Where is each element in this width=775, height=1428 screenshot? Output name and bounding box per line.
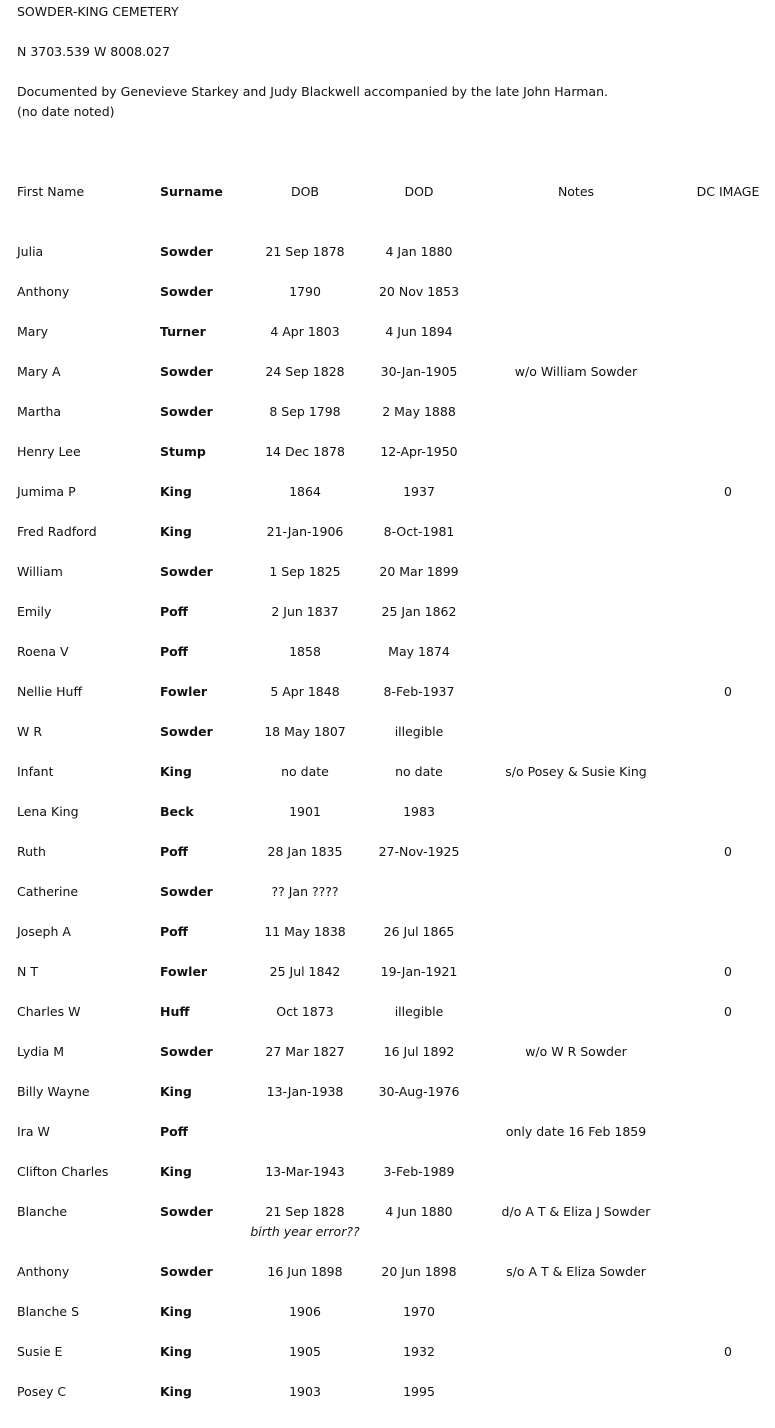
cell-first-name: Ira W <box>17 1124 50 1139</box>
cell-dob: 1901 <box>289 804 321 819</box>
cell-surname: King <box>160 1304 192 1319</box>
cell-surname: King <box>160 1164 192 1179</box>
cell-surname: Sowder <box>160 884 213 899</box>
cell-dod: 30-Aug-1976 <box>378 1084 460 1099</box>
cell-dod: 1970 <box>403 1304 435 1319</box>
cell-first-name: Mary <box>17 324 48 339</box>
cell-notes: w/o William Sowder <box>514 364 638 379</box>
cell-dob: 21 Sep 1878 <box>265 244 345 259</box>
cell-dod: 4 Jun 1894 <box>385 324 453 339</box>
cell-dod: 8-Oct-1981 <box>383 524 455 539</box>
cell-dob: 16 Jun 1898 <box>267 1264 343 1279</box>
cell-surname: King <box>160 764 192 779</box>
cell-surname: Poff <box>160 844 188 859</box>
cell-dob: 4 Apr 1803 <box>270 324 340 339</box>
cell-dod: 4 Jan 1880 <box>385 244 453 259</box>
cell-dc-image: 0 <box>724 684 732 699</box>
cell-first-name: Lena King <box>17 804 79 819</box>
cell-first-name: Julia <box>17 244 44 259</box>
cell-surname: Beck <box>160 804 194 819</box>
cell-dod: 1932 <box>403 1344 435 1359</box>
cell-notes: d/o A T & Eliza J Sowder <box>501 1204 651 1219</box>
cell-first-name: Infant <box>17 764 54 779</box>
header-notes: Notes <box>557 184 595 199</box>
cell-dod: 4 Jun 1880 <box>385 1204 453 1219</box>
cell-surname: Sowder <box>160 724 213 739</box>
gps-coordinates: N 3703.539 W 8008.027 <box>17 44 170 59</box>
cell-surname: Fowler <box>160 684 208 699</box>
cell-first-name: Emily <box>17 604 52 619</box>
cell-surname: Poff <box>160 1124 188 1139</box>
cell-dod: 16 Jul 1892 <box>383 1044 455 1059</box>
cell-dob: 11 May 1838 <box>264 924 346 939</box>
cell-dob: 13-Jan-1938 <box>266 1084 344 1099</box>
cell-dod: 1983 <box>403 804 435 819</box>
cell-first-name: Jumima P <box>17 484 76 499</box>
cell-dob: 25 Jul 1842 <box>269 964 341 979</box>
cell-dod: illegible <box>394 724 444 739</box>
cell-notes: only date 16 Feb 1859 <box>505 1124 647 1139</box>
cell-surname: King <box>160 1084 192 1099</box>
cell-dod: 27-Nov-1925 <box>378 844 460 859</box>
cell-surname: King <box>160 1344 192 1359</box>
cell-first-name: Lydia M <box>17 1044 65 1059</box>
cell-first-name: Roena V <box>17 644 69 659</box>
cell-surname: Sowder <box>160 564 213 579</box>
cell-dob-note: birth year error?? <box>250 1224 360 1239</box>
cell-first-name: William <box>17 564 63 579</box>
cell-first-name: Posey C <box>17 1384 67 1399</box>
cell-surname: Sowder <box>160 1264 213 1279</box>
cell-surname: Poff <box>160 924 188 939</box>
cell-surname: Sowder <box>160 1044 213 1059</box>
cell-surname: Huff <box>160 1004 190 1019</box>
header-surname: Surname <box>160 184 223 199</box>
cell-dc-image: 0 <box>724 964 732 979</box>
cell-dob: 5 Apr 1848 <box>270 684 340 699</box>
cell-surname: Stump <box>160 444 206 459</box>
cell-first-name: Martha <box>17 404 62 419</box>
cell-surname: Poff <box>160 644 188 659</box>
cell-dob: 24 Sep 1828 <box>265 364 345 379</box>
cell-dob: 1906 <box>289 1304 321 1319</box>
cell-first-name: Anthony <box>17 284 70 299</box>
cell-surname: King <box>160 484 192 499</box>
cell-first-name: Blanche S <box>17 1304 80 1319</box>
cell-notes: w/o W R Sowder <box>525 1044 627 1059</box>
cell-surname: Sowder <box>160 404 213 419</box>
header-first-name: First Name <box>17 184 85 199</box>
cell-dc-image: 0 <box>724 844 732 859</box>
cell-dod: no date <box>395 764 443 779</box>
cell-surname: Poff <box>160 604 188 619</box>
cell-dod: 30-Jan-1905 <box>380 364 458 379</box>
cell-dob: 8 Sep 1798 <box>269 404 341 419</box>
header-dc-image: DC IMAGE <box>696 184 760 199</box>
cell-first-name: Charles W <box>17 1004 81 1019</box>
cell-surname: Sowder <box>160 244 213 259</box>
cell-dob: 1864 <box>289 484 321 499</box>
cell-dc-image: 0 <box>724 484 732 499</box>
cell-dob: ?? Jan ???? <box>271 884 339 899</box>
cell-dod: May 1874 <box>388 644 450 659</box>
cell-dod: 20 Nov 1853 <box>378 284 460 299</box>
cell-dod: 25 Jan 1862 <box>381 604 457 619</box>
cell-dob: 1 Sep 1825 <box>269 564 341 579</box>
cell-notes: s/o Posey & Susie King <box>505 764 647 779</box>
date-note: (no date noted) <box>17 104 115 119</box>
cell-dob: 28 Jan 1835 <box>267 844 343 859</box>
cell-dod: 26 Jul 1865 <box>383 924 455 939</box>
cell-first-name: Henry Lee <box>17 444 81 459</box>
cell-dob: 1905 <box>289 1344 321 1359</box>
cell-dob: 1790 <box>289 284 321 299</box>
cell-first-name: Clifton Charles <box>17 1164 109 1179</box>
cell-surname: King <box>160 1384 192 1399</box>
cell-first-name: Anthony <box>17 1264 70 1279</box>
cell-dob: 21-Jan-1906 <box>266 524 344 539</box>
cell-first-name: Blanche <box>17 1204 68 1219</box>
cell-dod: 12-Apr-1950 <box>380 444 458 459</box>
cell-dob: 18 May 1807 <box>264 724 346 739</box>
cell-surname: Sowder <box>160 1204 213 1219</box>
cell-dod: 1937 <box>403 484 435 499</box>
cell-dod: illegible <box>394 1004 444 1019</box>
header-dob: DOB <box>290 184 320 199</box>
cell-dod: 1995 <box>403 1384 435 1399</box>
cell-dc-image: 0 <box>724 1344 732 1359</box>
page-title: SOWDER-KING CEMETERY <box>17 4 179 19</box>
cell-first-name: Ruth <box>17 844 46 859</box>
cell-surname: Turner <box>160 324 206 339</box>
cell-first-name: N T <box>17 964 38 979</box>
cell-dob: 14 Dec 1878 <box>265 444 345 459</box>
cell-surname: Sowder <box>160 364 213 379</box>
cell-dob: 1858 <box>289 644 321 659</box>
cell-dod: 2 May 1888 <box>382 404 456 419</box>
documented-by: Documented by Genevieve Starkey and Judy Blackwell accompanied by the late John Harman. <box>17 84 608 99</box>
cell-notes: s/o A T & Eliza Sowder <box>506 1264 646 1279</box>
cell-surname: Fowler <box>160 964 208 979</box>
cell-dob: 21 Sep 1828 <box>265 1204 345 1219</box>
cell-surname: Sowder <box>160 284 213 299</box>
cell-first-name: Catherine <box>17 884 79 899</box>
cell-dod: 20 Mar 1899 <box>379 564 459 579</box>
cell-first-name: Billy Wayne <box>17 1084 90 1099</box>
header-dod: DOD <box>404 184 434 199</box>
cell-dod: 3-Feb-1989 <box>383 1164 455 1179</box>
cell-dob: 27 Mar 1827 <box>265 1044 345 1059</box>
cell-first-name: Fred Radford <box>17 524 97 539</box>
cell-dod: 19-Jan-1921 <box>380 964 458 979</box>
cell-dc-image: 0 <box>724 1004 732 1019</box>
cell-dob: 2 Jun 1837 <box>271 604 339 619</box>
cell-dob: 13-Mar-1943 <box>265 1164 345 1179</box>
cell-dod: 20 Jun 1898 <box>381 1264 457 1279</box>
cell-first-name: Mary A <box>17 364 61 379</box>
cell-first-name: Joseph A <box>17 924 71 939</box>
cell-dob: 1903 <box>289 1384 321 1399</box>
cell-first-name: Susie E <box>17 1344 63 1359</box>
cell-first-name: W R <box>17 724 43 739</box>
cell-dod: 8-Feb-1937 <box>383 684 455 699</box>
cell-surname: King <box>160 524 192 539</box>
cell-dob: Oct 1873 <box>276 1004 334 1019</box>
cell-first-name: Nellie Huff <box>17 684 83 699</box>
cell-dob: no date <box>281 764 329 779</box>
